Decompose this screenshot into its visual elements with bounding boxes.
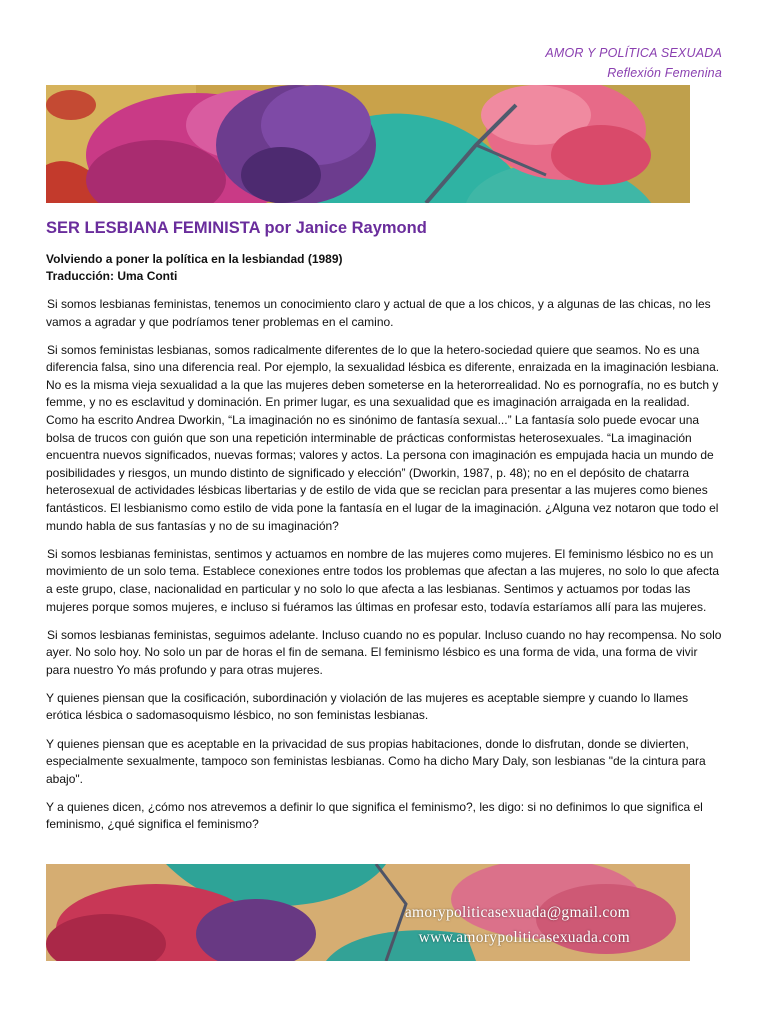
paragraph: Si somos feministas lesbianas, somos radicalmente diferentes de lo que la hetero-sociedad quiere que seamos. No es una diferencia falsa, sino una diferencia real. Por ejemplo, la sexualidad lésbica es diferente, enraizada en la imaginación lesbiana. No es la misma vieja sexualidad a la que las mujeres deben someterse en la heterorrealidad. No es pornografía, no es butch y femme, y no es esclavitud y dominación. En primer lugar, es una sexualidad que es imaginación arraigada en la realidad. Como ha escrito Andrea Dworkin, “La imaginación no es sinónimo de fantasía sexual...” La fantasía solo puede evocar una bolsa de trucos con guión que son una repetición interminable de prácticas conformistas heterosexuales. “La imaginación encuentra nuevos significados, nuevas formas; valores y actos. La persona con imaginación es empujada hacia un mundo de posibilidades y riesgos, un mundo distinto de significado y elección” (Dworkin, 1987, p. 48); no en el depósito de chatarra heterosexual de actividades lésbicas libertarias y de estilo de vida que se reciclan para presentar a las mujeres como bienes fantásticos. El lesbianismo como estilo de vida pone la fantasía en el lugar de la imaginación. ¿Alguna vez notaron que todo el mundo habla de sus fantasías y no de su imaginación? (46, 342, 720, 533)
translation-credit: Traducción: Uma Conti (46, 269, 178, 283)
header (545, 43, 722, 83)
bottom-floral-banner (46, 864, 690, 961)
article-title: SER LESBIANA FEMINISTA por Janice Raymond (46, 219, 427, 237)
contact-email[interactable]: amorypoliticasexuada@gmail.com (404, 904, 630, 921)
paragraph: Si somos lesbianas feministas, sentimos y actuamos en nombre de las mujeres como mujeres. El feminismo lésbico no es un movimiento de un solo tema. Establece conexiones entre todos los problemas que afectan a las mujeres, no solo lo que afecta a este grupo, clase, nacionalidad en particular y no solo lo que afecta a las lesbianas. Sentimos y actuamos por todas las mujeres porque somos mujeres, e incluso si fuéramos las últimas en profesar esto, todavía estaríamos allí para las mujeres. (46, 546, 720, 614)
header-title: AMOR Y POLÍTICA SEXUADA (545, 46, 722, 60)
article-body (46, 296, 724, 845)
article-subtitle: Volviendo a poner la política en la lesbiandad (1989) (46, 252, 343, 266)
article-subtitle-block (46, 251, 343, 285)
paragraph: Y quienes piensan que es aceptable en la privacidad de sus propias habitaciones, donde lo disfrutan, donde se divierten, especialmente sexualmente, tampoco son feministas lesbianas. Como ha dicho Mary Daly, son lesbianas "de la cintura para abajo". (46, 736, 706, 786)
paragraph: Si somos lesbianas feministas, seguimos adelante. Incluso cuando no es popular. Incluso cuando no hay recompensa. No solo ayer. No solo hoy. No solo un par de horas el fin de semana. El feminismo lésbico es una forma de vida, una forma de vivir para nuestro Yo más profundo y para otras mujeres. (46, 627, 722, 677)
contact-website[interactable]: www.amorypoliticasexuada.com (418, 929, 630, 946)
paragraph: Y quienes piensan que la cosificación, subordinación y violación de las mujeres es aceptable siempre y cuando lo llames erótica lésbica o sadomasoquismo lésbico, no son feministas lesbianas. (46, 690, 689, 723)
paragraph: Y a quienes dicen, ¿cómo nos atrevemos a definir lo que significa el feminismo?, les digo: si no definimos lo que significa el feminismo, ¿qué significa el feminismo? (46, 799, 703, 832)
top-floral-banner (46, 85, 690, 203)
paragraph: Si somos lesbianas feministas, tenemos un conocimiento claro y actual de que a los chicos, y a algunas de las chicas, no les vamos a agradar y que podríamos tener problemas en el camino. (46, 297, 711, 329)
header-subtitle: Reflexión Femenina (607, 66, 722, 80)
